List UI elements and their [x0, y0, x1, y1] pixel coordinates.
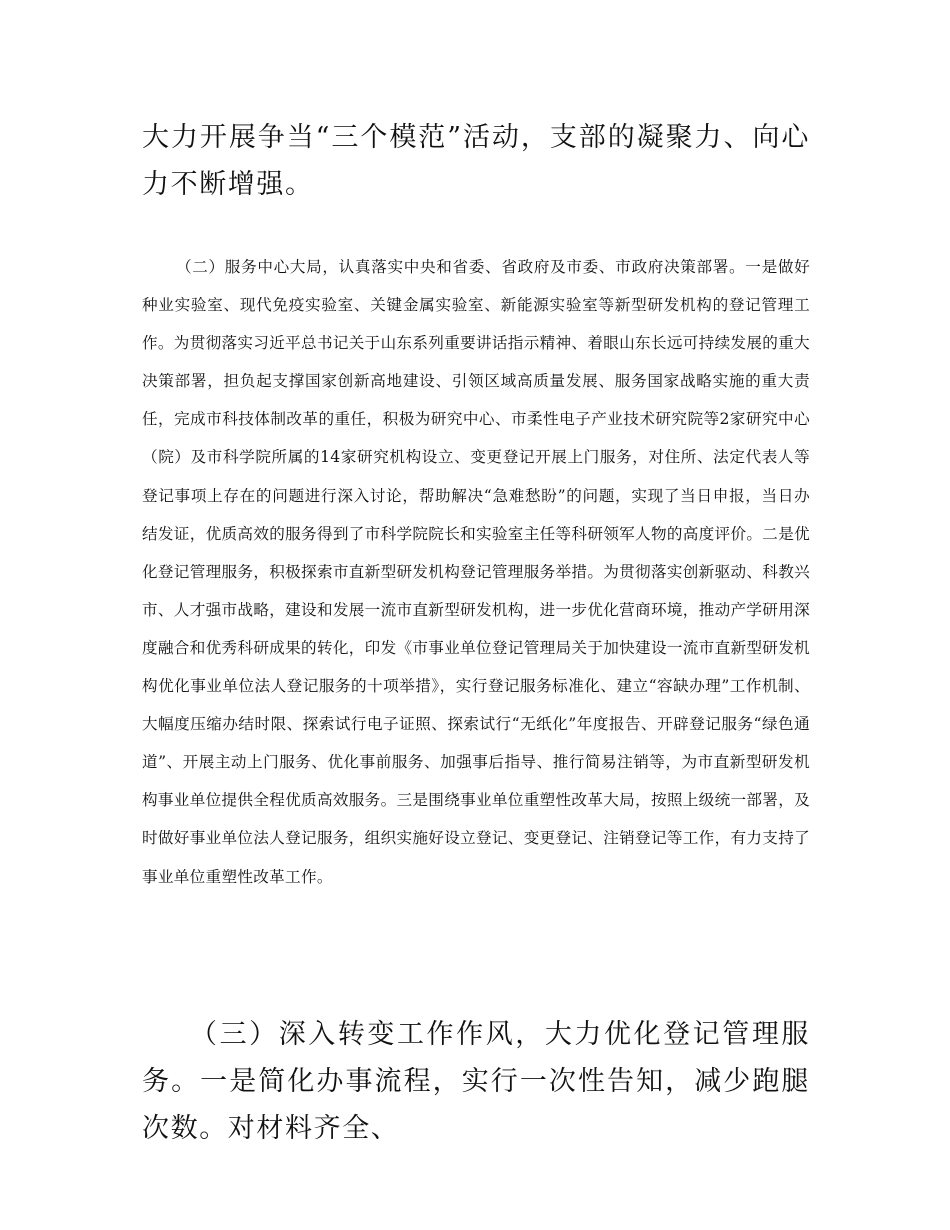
- paragraph-section-3: （三）深入转变工作作风，大力优化登记管理服务。一是简化办事流程，实行一次性告知，减少跑腿次数。对材料齐全、: [142, 1019, 810, 1144]
- paragraph-section-2: （二）服务中心大局，认真落实中央和省委、省政府及市委、市政府决策部署。一是做好种业实验室、现代免疫实验室、关键金属实验室、新能源实验室等新型研发机构的登记管理工作。为贯彻落实习近平总书记关于山东系列重要讲话指示精神、着眼山东长远可持续发展的重大决策部署，担负起支撑国家创新高地建设、引领区域高质量发展、服务国家战略实施的重大责任，完成市科技体制改革的重任，积极为研究中心、市柔性电子产业技术研究院等2家研究中心（院）及市科学院所属的14家研究机构设立、变更登记开展上门服务，对住所、法定代表人等登记事项上存在的问题进行深入讨论，帮助解决“急难愁盼”的问题，实现了当日申报，当日办结发证，优质高效的服务得到了市科学院院长和实验室主任等科研领军人物的高度评价。二是优化登记管理服务，积极探索市直新型研发机构登记管理服务举措。为贯彻落实创新驱动、科教兴市、人才强市战略，建设和发展一流市直新型研发机构，进一步优化营商环境，推动产学研用深度融合和优秀科研成果的转化，印发《市事业单位登记管理局关于加快建设一流市直新型研发机构优化事业单位法人登记服务的十项举措》，实行登记服务标准化、建立“容缺办理”工作机制、大幅度压缩办结时限、探索试行电子证照、探索试行“无纸化”年度报告、开辟登记服务“绿色通道”、开展主动上门服务、优化事前服务、加强事后指导、推行简易注销等，为市直新型研发机构事业单位提供全程优质高效服务。三是围绕事业单位重塑性改革大局，按照上级统一部署，及时做好事业单位法人登记服务，组织实施好设立登记、变更登记、注销登记等工作，有力支持了事业单位重塑性改革工作。: [142, 258, 810, 886]
- paragraph-continuation: 大力开展争当“三个模范”活动，支部的凝聚力、向心力不断增强。: [142, 122, 810, 200]
